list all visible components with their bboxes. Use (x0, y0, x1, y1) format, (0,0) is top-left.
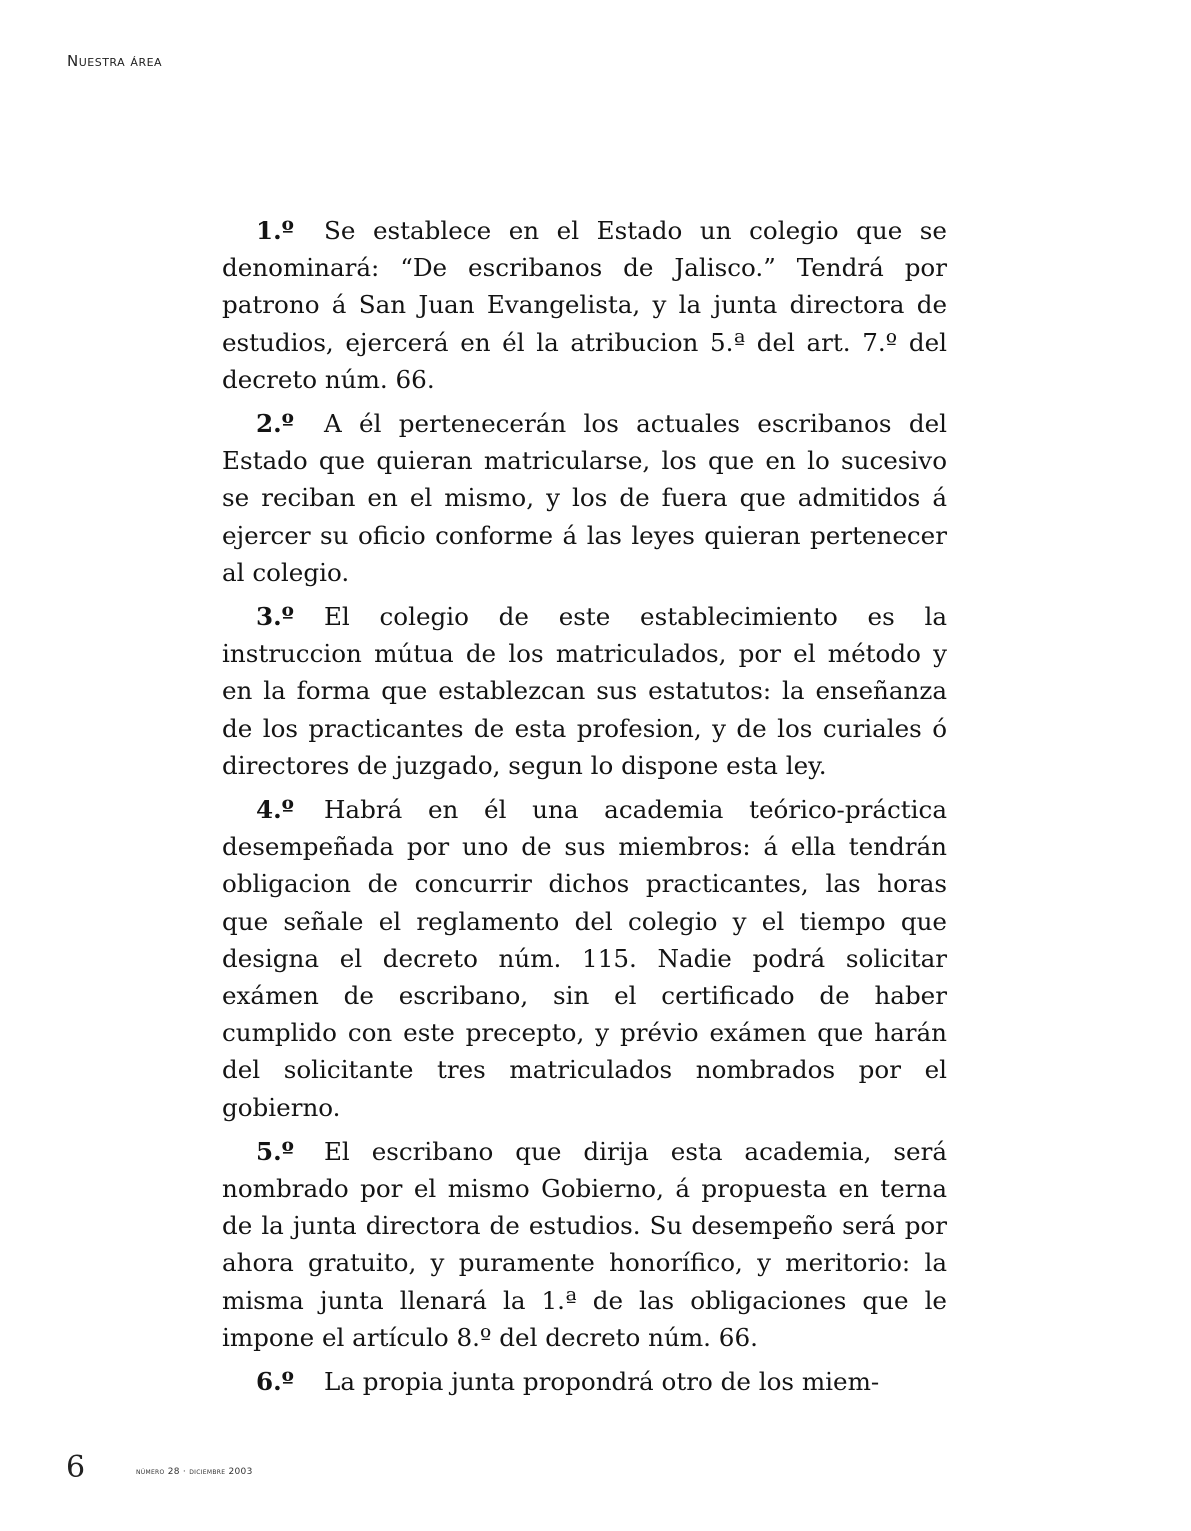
section-header: Nuestra área (67, 52, 163, 70)
article-3 (222, 598, 947, 784)
article-number: 1.º (256, 216, 294, 245)
article-text: A él pertenecerán los actuales escribanos del Estado que quieran matricularse, los que en lo sucesivo se reciban en el mismo, y los de fuera que admitidos á ejercer su oficio conforme á las leyes quieran pertenecer al colegio. (222, 409, 947, 587)
article-2 (222, 405, 947, 591)
article-text: Habrá en él una academia teórico-práctica desempeñada por uno de sus miembros: á ella tendrán obligacion de concurrir dichos practicantes, las horas que señale el reglamento del colegio y el tiempo que designa el decreto núm. 115. Nadie podrá solicitar exámen de escribano, sin el certificado de haber cumplido con este precepto, y prévio exámen que harán del solicitante tres matriculados nombrados por el gobierno. (222, 795, 947, 1122)
article-text: El escribano que dirija esta academia, será nombrado por el mismo Gobierno, á propuesta en terna de la junta directora de estudios. Su desempeño será por ahora gratuito, y puramente honorífico, y meritorio: la misma junta llenará la 1.ª de las obligaciones que le impone el artículo 8.º del decreto núm. 66. (222, 1136, 947, 1352)
issue-info: número 28 · diciembre 2003 (136, 1467, 253, 1477)
scanned-decree-text (222, 212, 947, 1407)
article-number: 4.º (256, 795, 294, 825)
article-6 (222, 1363, 947, 1400)
article-number: 3.º (256, 602, 294, 632)
article-4 (222, 791, 947, 1126)
article-number: 5.º (256, 1136, 294, 1166)
article-text: Se establece en el Estado un colegio que se denominará: “De escribanos de Jalisco.” Tendrá por patrono á San Juan Evangelista, y la junta directora de estudios, ejercerá en él la atribucion 5.ª del art. 7.º del decreto núm. 66. (222, 216, 947, 394)
article-number: 2.º (256, 409, 294, 439)
article-text: El colegio de este establecimiento es la instruccion mútua de los matriculados, por el método y en la forma que establezcan sus estatutos: la enseñanza de los practicantes de esta profesion, y de los curiales ó directores de juzgado, segun lo dispone esta ley. (222, 602, 947, 780)
article-1 (222, 212, 947, 398)
article-5 (222, 1133, 947, 1356)
page-number: 6 (66, 1450, 86, 1485)
article-text: La propia junta propondrá otro de los miem- (323, 1367, 880, 1397)
article-number: 6.º (256, 1367, 294, 1397)
